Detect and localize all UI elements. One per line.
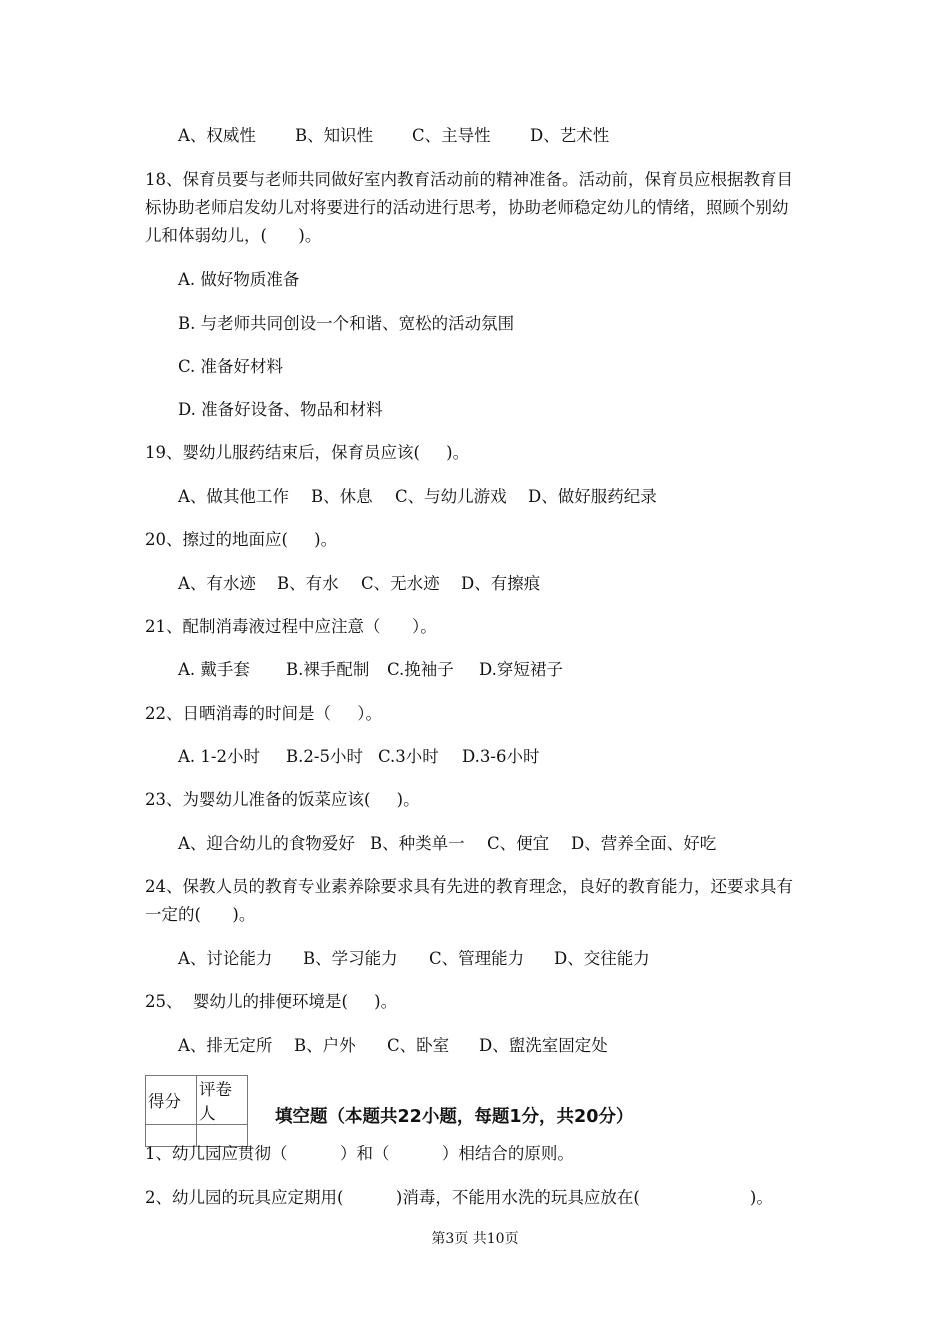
q17-option-a: A、权威性 [178,126,256,145]
q19-option-d: D、做好服药纪录 [528,487,657,506]
q18-option-b: B. 与老师共同创设一个和谐、宽松的活动氛围 [178,314,515,333]
q25-option-c: C、卧室 [387,1036,450,1055]
q23-option-a: A、迎合幼儿的食物爱好 [178,834,355,853]
q25-option-d: D、盥洗室固定处 [479,1036,608,1055]
q24-option-b: B、学习能力 [303,949,398,968]
q24-option-c: C、管理能力 [429,949,525,968]
q25-stem: 25、 婴幼儿的排便环境是( )。 [145,992,398,1011]
q21-option-a: A. 戴手套 [178,660,250,679]
q24-stem-line1: 24、保教人员的教育专业素养除要求具有先进的教育理念，良好的教育能力，还要求具有 [145,877,793,896]
q25-option-a: A、排无定所 [178,1036,273,1055]
q20-option-c: C、无水迹 [361,574,440,593]
q18-stem-line3: 儿和体弱幼儿，( )。 [145,226,322,245]
q24-option-a: A、讨论能力 [178,949,273,968]
q19-option-b: B、休息 [311,487,373,506]
score-label: 得分 [146,1076,197,1125]
q21-option-d: D.穿短裙子 [479,660,563,679]
q21-option-c: C.挽袖子 [387,660,454,679]
q19-option-c: C、与幼儿游戏 [395,487,507,506]
q23-option-c: C、便宜 [487,834,550,853]
q18-option-a: A. 做好物质准备 [178,270,300,289]
q22-option-c: C.3小时 [378,747,439,766]
q23-option-d: D、营养全面、好吃 [571,834,717,853]
q20-stem: 20、擦过的地面应( )。 [145,530,338,549]
q17-option-d: D、艺术性 [530,126,610,145]
q21-stem: 21、配制消毒液过程中应注意（ ）。 [145,617,437,636]
q18-stem-line1: 18、保育员要与老师共同做好室内教育活动前的精神准备。活动前，保育员应根据教育目 [145,170,793,189]
q22-stem: 22、日晒消毒的时间是（ ）。 [145,704,382,723]
q21-option-b: B.裸手配制 [286,660,370,679]
q19-option-a: A、做其他工作 [178,487,289,506]
q18-option-c: C. 准备好材料 [178,357,284,376]
q22-option-d: D.3-6小时 [462,747,540,766]
q17-option-c: C、主导性 [412,126,491,145]
q23-option-b: B、种类单一 [370,834,465,853]
q20-option-a: A、有水迹 [178,574,256,593]
score-table [145,1075,248,1147]
fill-question-2: 2、幼儿园的玩具应定期用( )消毒，不能用水洗的玩具应放在( )。 [145,1188,773,1207]
q20-option-b: B、有水 [277,574,339,593]
q18-stem-line2: 标协助老师启发幼儿对将要进行的活动进行思考，协助老师稳定幼儿的情绪，照顾个别幼 [145,198,789,217]
fill-question-1: 1、幼儿园应贯彻（ ）和（ ）相结合的原则。 [145,1144,574,1163]
q25-option-b: B、户外 [294,1036,356,1055]
q23-stem: 23、为婴幼儿准备的饭菜应该( )。 [145,790,420,809]
q24-option-d: D、交往能力 [554,949,650,968]
q22-option-a: A. 1-2小时 [178,747,260,766]
q19-stem: 19、婴幼儿服药结束后，保育员应该( )。 [145,443,470,462]
q18-option-d: D. 准备好设备、物品和材料 [178,400,383,419]
section-title: 填空题（本题共22小题，每题1分，共20分） [275,1107,634,1127]
q20-option-d: D、有擦痕 [461,574,541,593]
q17-option-b: B、知识性 [295,126,374,145]
grader-label: 评卷人 [197,1076,248,1125]
page-footer: 第3页 共10页 [431,1231,519,1247]
q22-option-b: B.2-5小时 [286,747,363,766]
q24-stem-line2: 一定的( )。 [145,905,256,924]
